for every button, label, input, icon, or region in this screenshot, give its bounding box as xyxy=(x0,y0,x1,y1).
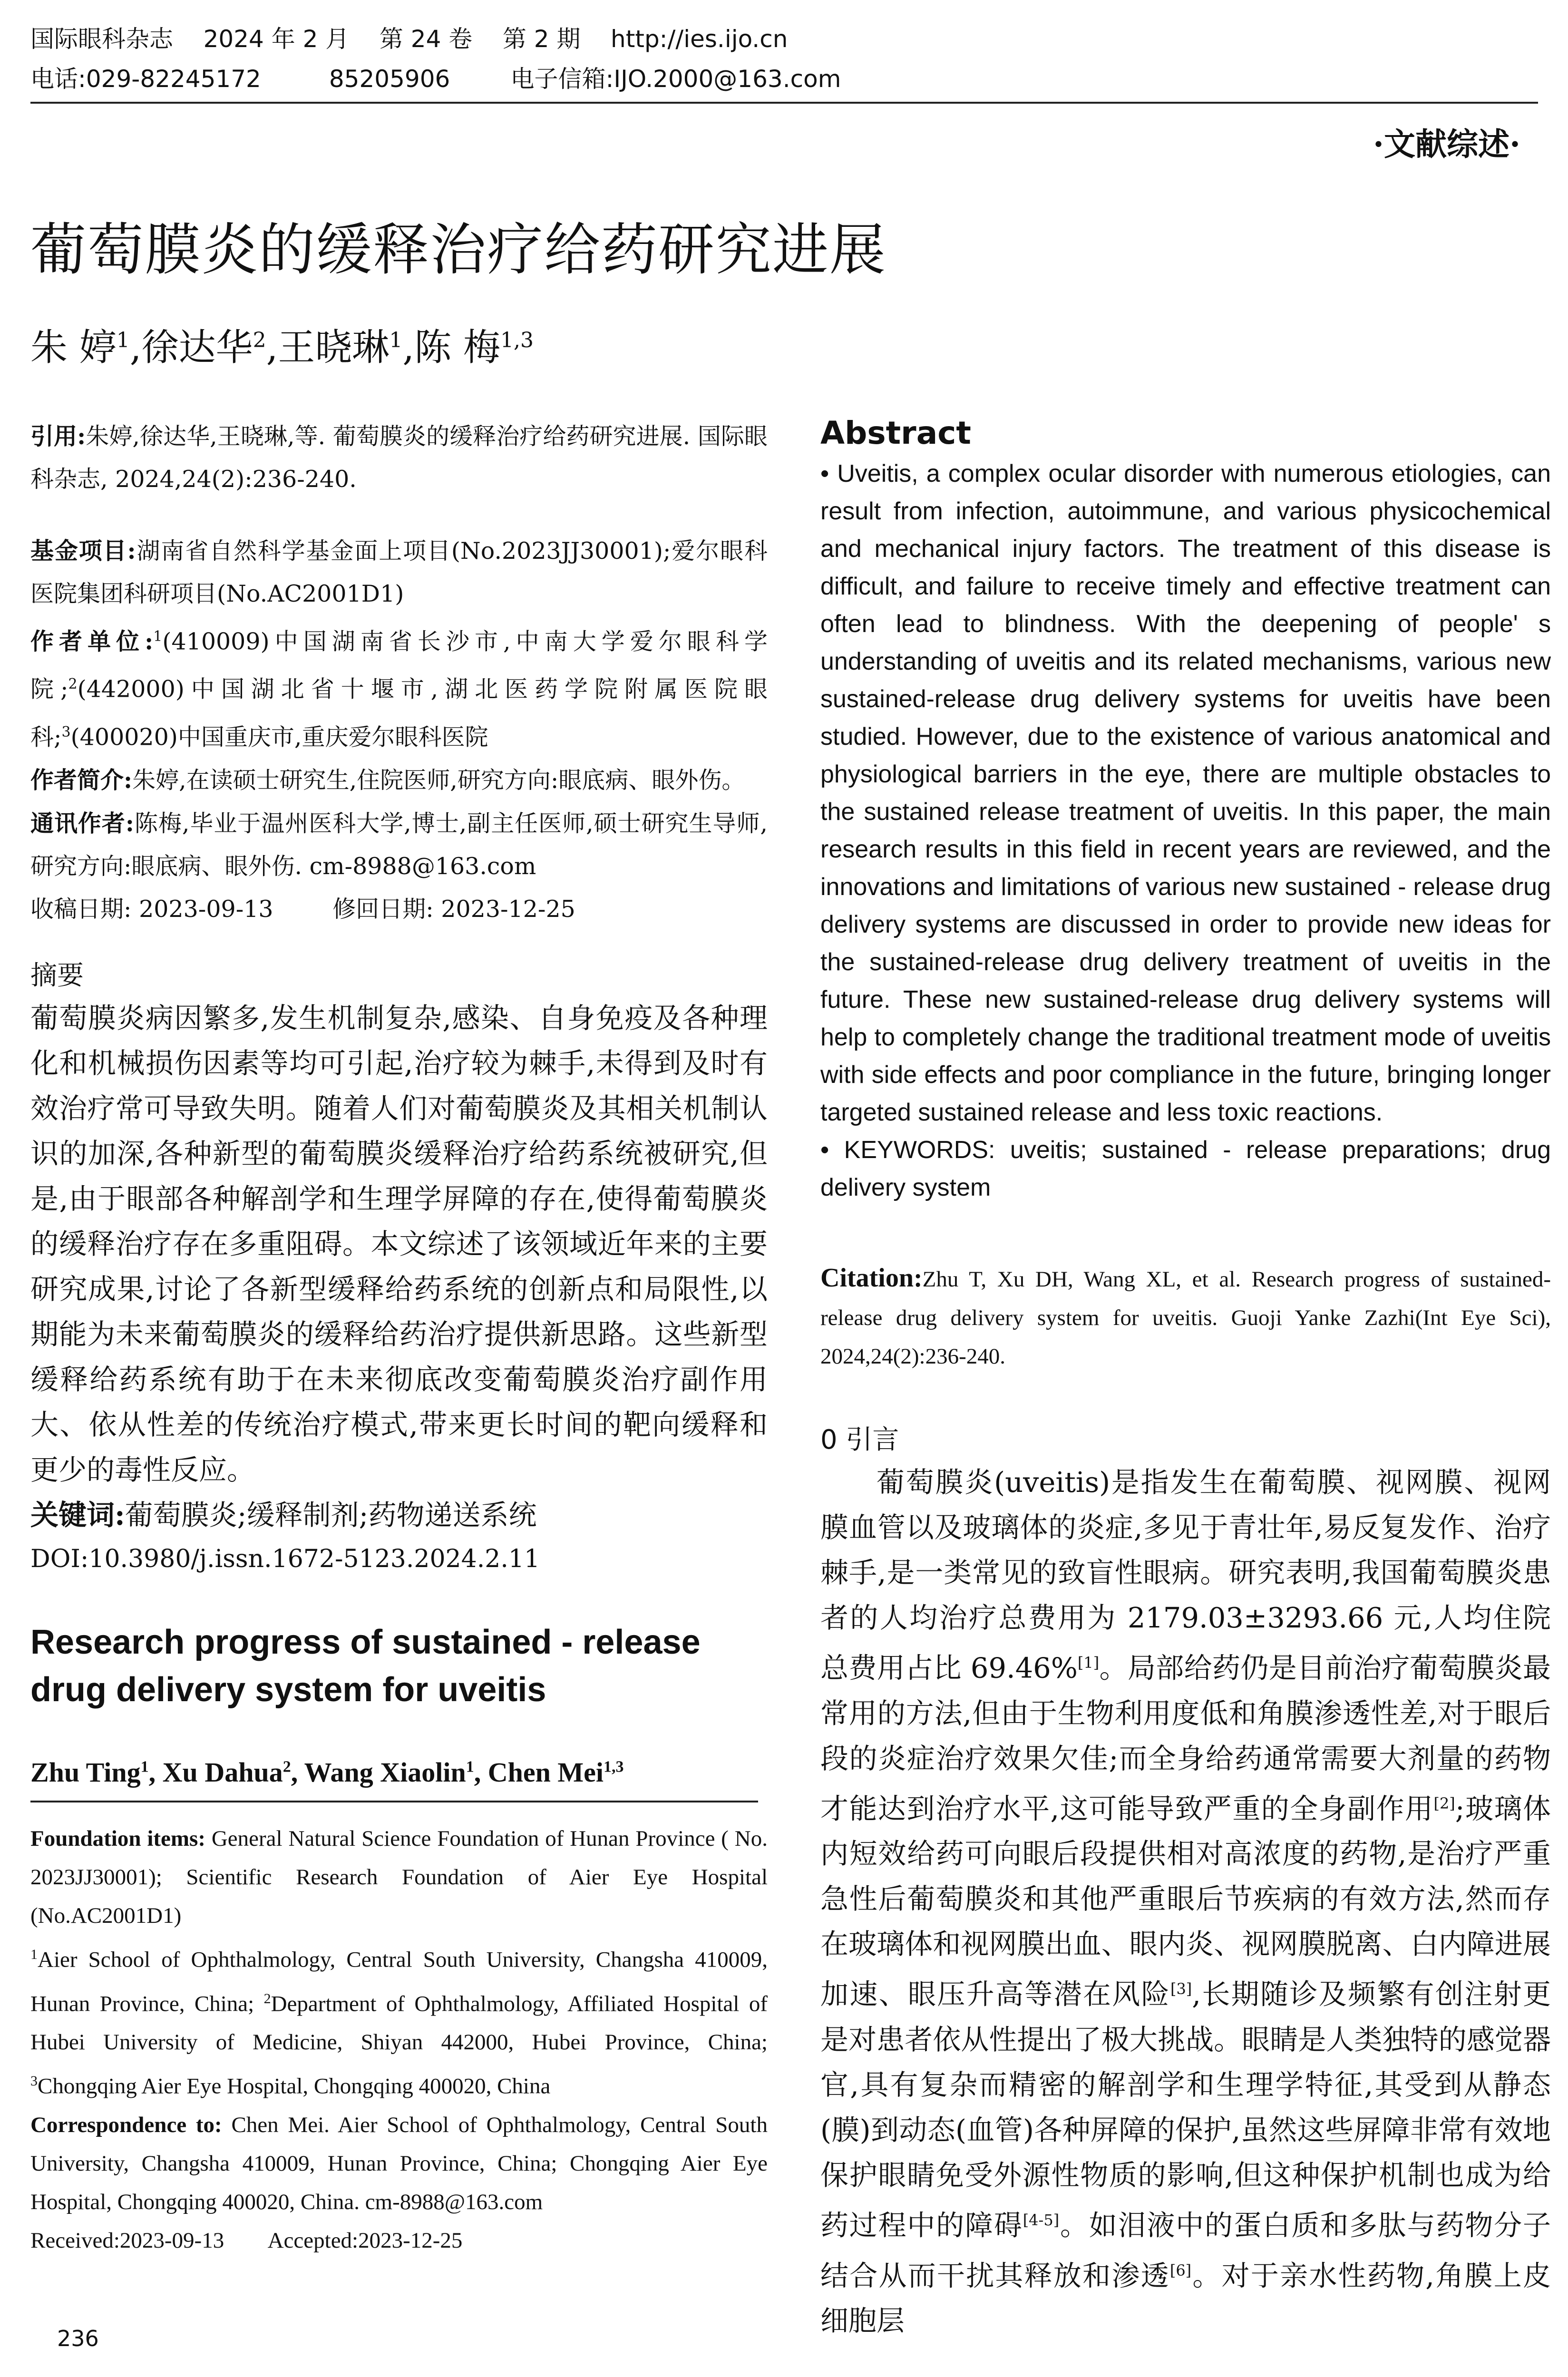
citation-en-text: Zhu T, Xu DH, Wang XL, et al. Research progress of sustained-release drug delivery system for uveitis. Guoji Yanke Zazhi(Int Eye Sci), 2024,24(2):236-240. xyxy=(820,1267,1551,1369)
foundation-en xyxy=(30,1820,768,1935)
section-tag: ·文献综述· xyxy=(1373,126,1520,163)
author-en-sup: 1 xyxy=(466,1758,474,1776)
citation-cn xyxy=(30,415,768,501)
keywords-cn-text: 葡萄膜炎;缓释制剂;药物递送系统 xyxy=(125,1498,537,1531)
author-bio xyxy=(30,759,768,802)
journal-header xyxy=(30,19,1538,99)
reference-marker: [1] xyxy=(1077,1654,1100,1672)
header-line-1: 国际眼科杂志 2024 年 2 月 第 24 卷 第 2 期 http://ies.ijo.cn xyxy=(30,25,788,53)
intro-text: 。如泪液中的蛋白质和多肽与药物分子结合从而干扰其释放和渗透 xyxy=(820,2209,1551,2292)
received-dates-cn: 收稿日期: 2023-09-13 修回日期: 2023-12-25 xyxy=(30,895,575,923)
intro-text: 葡萄膜炎(uveitis)是指发生在葡萄膜、视网膜、视网膜血管以及玻璃体的炎症,多见于青壮年,易反复发作、治疗棘手,是一类常见的致盲性眼病。研究表明,我国葡萄膜炎患者的人均治疗总费用为 2179.03±3293.66 元,人均住院总费用占比 69.46% xyxy=(820,1466,1551,1685)
citation-en xyxy=(820,1259,1551,1376)
correspondence-en xyxy=(30,2106,768,2221)
affiliations-en xyxy=(30,1935,768,2106)
reference-marker: [2] xyxy=(1433,1794,1455,1812)
article-title: 葡萄膜炎的缓释治疗给药研究进展 xyxy=(30,217,887,283)
correspondence-en-text: Chen Mei. Aier School of Ophthalmology, Central South University, Changsha 410009, Hunan Province, China; Chongqing Aier Eye Hospital, Chongqing 400020, China. cm-8988@163.com xyxy=(30,2112,768,2214)
received-accepted-en: Received:2023-09-13 Accepted:2023-12-25 xyxy=(30,2228,463,2253)
author-name: 王晓琳 xyxy=(278,326,390,369)
aff-sup: 1 xyxy=(30,1946,38,1962)
author-affiliation-sup: 1,3 xyxy=(500,328,534,352)
author-name: 徐达华 xyxy=(141,326,253,369)
abstract-cn-heading: 摘要 xyxy=(30,960,84,991)
corresponding-author xyxy=(30,802,768,888)
intro-text: 。局部给药仍是目前治疗葡萄膜炎最常用的方法,但由于生物利用度低和角膜渗透性差,对于眼后段的炎症治疗效果欠佳;而全身给药通常需要大剂量的药物才能达到治疗水平,这可能导致严重的全身副作用 xyxy=(820,1651,1551,1825)
intro-text: 。对于亲水性药物,角膜上皮细胞层 xyxy=(820,2259,1551,2338)
author-en-sup: 1,3 xyxy=(603,1758,624,1776)
corr-text: 陈梅,毕业于温州医科大学,博士,副主任医师,硕士研究生导师,研究方向:眼底病、眼外伤. cm-8988@163.com xyxy=(30,809,768,880)
author-name: 朱 婷 xyxy=(30,326,117,369)
intro-text: ;玻璃体内短效给药可向眼后段提供相对高浓度的药物,是治疗严重急性后葡萄膜炎和其他严重眼后节疾病的有效方法,然而存在玻璃体和视网膜出血、眼内炎、视网膜脱离、白内障进展加速、眼压升高等潜在风险 xyxy=(820,1792,1551,2011)
english-title: Research progress of sustained - release drug delivery system for uveitis xyxy=(30,1623,701,1709)
bio-label: 作者简介: xyxy=(30,766,133,794)
unit-label: 作者单位: xyxy=(30,627,154,655)
fund-text: 湖南省自然科学基金面上项目(No.2023JJ30001);爱尔眼科医院集团科研项目(No.AC2001D1) xyxy=(30,537,768,607)
author-en-sup: 2 xyxy=(282,1758,291,1776)
author-name: 陈 梅 xyxy=(414,326,501,369)
reference-marker: [4-5] xyxy=(1023,2211,1060,2229)
aff-text-3: Chongqing Aier Eye Hospital, Chongqing 400020, China xyxy=(38,2074,551,2099)
intro-heading: 0 引言 xyxy=(820,1424,899,1455)
citation-cn-label: 引用: xyxy=(30,422,86,450)
author-affiliation-sup: 2 xyxy=(253,328,266,352)
author-affiliation-sup: 1 xyxy=(389,328,403,352)
keywords-cn xyxy=(30,1492,768,1538)
reference-marker: [3] xyxy=(1170,1980,1192,1998)
authors-cn: 朱 婷$^1$,徐达华$^2$,王晓琳$^1$,陈 梅$^{1,3}$ xyxy=(30,326,534,369)
fund-info xyxy=(30,529,768,615)
corr-label: 通讯作者: xyxy=(30,809,134,837)
intro-text: ,长期随诊及频繁有创注射更是对患者依从性提出了极大挑战。眼睛是人类独特的感觉器官,具有复杂而精密的解剖学和生理学特征,其受到从静态(膜)到动态(血管)各种屏障的保护,虽然这些屏障非常有效地保护眼睛免受外源性物质的影响,但这种保护机制也成为给药过程中的障碍 xyxy=(820,1978,1551,2242)
unit-sup: 3 xyxy=(61,723,71,740)
right-column xyxy=(820,415,1551,2343)
author-affiliation-sup: 1 xyxy=(116,328,130,352)
abstract-en-text: • Uveitis, a complex ocular disorder with numerous etiologies, can result from infection, autoimmune, and various physicochemical and mechanical injury factors. The treatment of this disease is difficult, and failure to receive timely and effective treatment can often lead to blindness. With the deepening of people' s understanding of uveitis and its related mechanisms, various new sustained-release drug delivery systems for uveitis have been studied. However, due to the existence of various anatomical and physiological barriers in the eye, there are multiple obstacles to the sustained release treatment of uveitis. In this paper, the main research results in this field in recent years are reviewed, and the innovations and limitations of various new sustained - release drug delivery systems are discussed in order to provide new ideas for the sustained-release drug delivery treatment of uveitis in the future. These new sustained-release drug delivery systems will help to completely change the traditional treatment mode of uveitis with side effects and poor compliance in the future, bringing longer targeted sustained release and less toxic reactions. xyxy=(820,460,1551,1126)
header-divider xyxy=(30,102,1538,104)
abstract-cn-text: 葡萄膜炎病因繁多,发生机制复杂,感染、自身免疫及各种理化和机械损伤因素等均可引起,治疗较为棘手,未得到及时有效治疗常可导致失明。随着人们对葡萄膜炎及其相关机制认识的加深,各种新型的葡萄膜炎缓释治疗给药系统被研究,但是,由于眼部各种解剖学和生理学屏障的存在,使得葡萄膜炎的缓释治疗存在多重阻碍。本文综述了该领域近年来的主要研究成果,讨论了各新型缓释给药系统的创新点和局限性,以期能为未来葡萄膜炎的缓释给药治疗提供新思路。这些新型缓释给药系统有助于在未来彻底改变葡萄膜炎治疗副作用大、依从性差的传统治疗模式,带来更长时间的靶向缓释和更少的毒性反应。 xyxy=(30,1001,768,1486)
reference-marker: [6] xyxy=(1169,2261,1192,2280)
unit-sup: 2 xyxy=(68,676,78,693)
bio-text: 朱婷,在读硕士研究生,住院医师,研究方向:眼底病、眼外伤。 xyxy=(132,766,745,794)
authors-en: Zhu Ting$^1$, Xu Dahua$^2$, Wang Xiaolin$^1$, Chen Mei$^{1,3}$ xyxy=(30,1756,624,1788)
citation-cn-text: 朱婷,徐达华,王晓琳,等. 葡萄膜炎的缓释治疗给药研究进展. 国际眼科杂志, 2024,24(2):236-240. xyxy=(30,423,768,493)
unit-text-3: (400020)中国重庆市,重庆爱尔眼科医院 xyxy=(70,723,488,750)
foundation-en-text: General Natural Science Foundation of Hunan Province ( No. 2023JJ30001); Scientific Research Foundation of Aier Eye Hospital (No.AC2001D1) xyxy=(30,1826,768,1928)
author-units xyxy=(30,615,768,759)
doi: DOI:10.3980/j.issn.1672-5123.2024.2.11 xyxy=(30,1544,540,1573)
fund-label: 基金项目: xyxy=(30,537,136,565)
unit-text-2: (442000)中国湖北省十堰市,湖北医药学院附属医院眼科; xyxy=(30,675,768,750)
keywords-en: • KEYWORDS: uveitis; sustained - release preparations; drug delivery system xyxy=(820,1136,1551,1201)
author-en-name: Zhu Ting xyxy=(30,1756,141,1788)
author-en-name: Chen Mei xyxy=(487,1756,604,1788)
header-line-2: 电话:029-82245172 85205906 电子信箱:IJO.2000@163.com xyxy=(30,65,841,93)
foundation-en-label: Foundation items: xyxy=(30,1826,205,1851)
citation-en-label: Citation: xyxy=(820,1263,923,1293)
unit-text-1: (410009)中国湖南省长沙市,中南大学爱尔眼科学院; xyxy=(30,628,768,703)
page-number: 236 xyxy=(57,2326,99,2351)
author-en-name: Wang Xiaolin xyxy=(304,1756,466,1788)
author-en-name: Xu Dahua xyxy=(162,1756,283,1788)
aff-text-2: Department of Ophthalmology, Affiliated Hospital of Hubei University of Medicine, Shiyan 442000, Hubei Province, China; xyxy=(30,1991,768,2055)
intro-paragraph xyxy=(820,1460,1551,2343)
aff-text-1: Aier School of Ophthalmology, Central South University, Changsha 410009, Hunan Province, China; xyxy=(30,1947,768,2017)
correspondence-en-label: Correspondence to: xyxy=(30,2112,222,2137)
author-en-sup: 1 xyxy=(140,1758,149,1776)
aff-sup: 2 xyxy=(263,1990,271,2007)
unit-sup: 1 xyxy=(153,628,163,645)
aff-sup: 3 xyxy=(30,2073,38,2089)
keywords-cn-label: 关键词: xyxy=(30,1498,125,1531)
left-column xyxy=(30,415,768,2260)
abstract-en-heading: Abstract xyxy=(820,415,971,451)
